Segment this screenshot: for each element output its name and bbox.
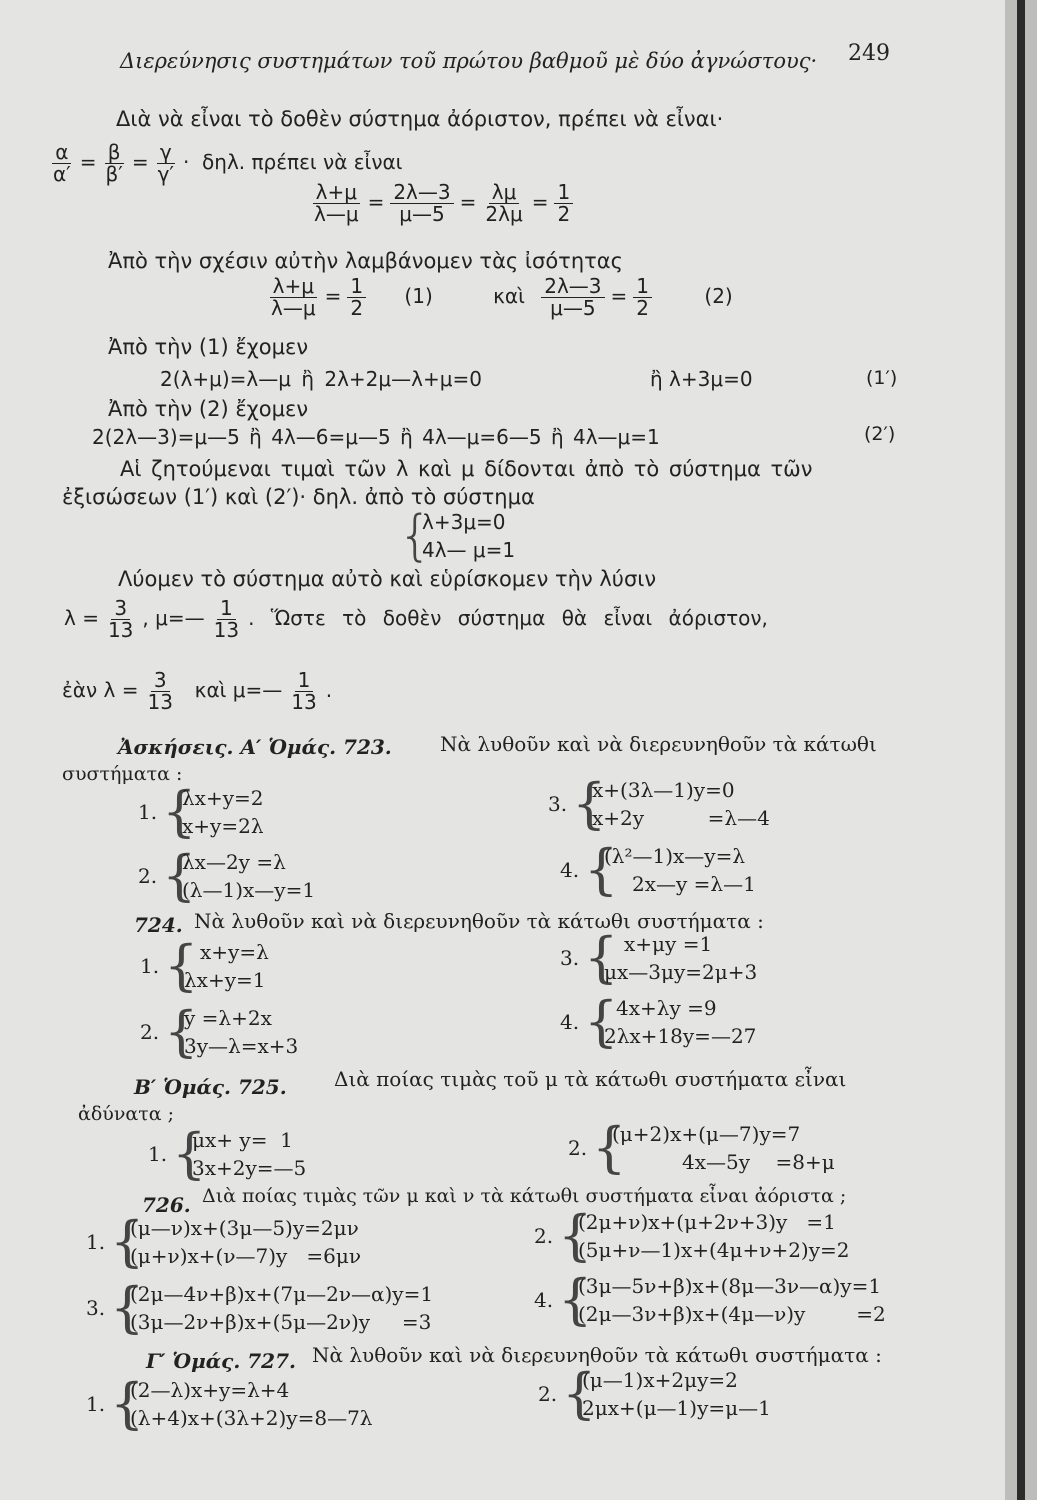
derivation-1-result: ἢ λ+3μ=0 — [650, 367, 753, 391]
exercise-725-1: 1. { μx+ y= 1 3x+2y=—5 — [148, 1122, 307, 1185]
sought-values-text: Αἱ ζητούμεναι τιμαὶ τῶν λ καὶ μ δίδονται ἀπὸ τὸ σύστημα τῶν — [120, 457, 813, 481]
label-2-prime: (2′) — [864, 423, 896, 445]
equalities-line: $\frac{\lambda+\mu}{\lambda—\mu}$ = $\frac{1}{2}$ (1) καὶ $\frac{2\lambda—3}{\mu—5}$ = $\frac{1}{2}$ (2) — [271, 274, 733, 320]
exercise-727-2: 2. { (μ—1)x+2μy=2 2μx+(μ—1)y=μ—1 — [538, 1362, 771, 1425]
exercise-727-1: 1. { (2—λ)x+y=λ+4 (λ+4)x+(3λ+2)y=8—7λ — [86, 1372, 373, 1435]
exercise-723-2: 2. { λx—2y =λ (λ—1)x—y=1 — [138, 844, 316, 907]
exercise-725-heading: Β′ Ὁμάς. 725. — [134, 1075, 287, 1099]
ratio-chain: $\frac{\lambda+\mu}{\lambda—\mu}$ = $\frac{2\lambda—3}{\mu—5}$ = $\frac{\lambda\mu}{2\lambda\mu}$ = $\frac{1}{2}$ — [305, 182, 579, 225]
exercise-724-4: 4. { 4x+λy =9 2λx+18y=—27 — [560, 990, 757, 1053]
derivation-1: 2(λ+μ)=λ—μ ἢ 2λ+2μ—λ+μ=0 — [160, 367, 482, 391]
system-row-2: 4λ— μ=1 — [422, 538, 516, 562]
exercise-726-1: 1. { (μ—ν)x+(3μ—5)y=2μν (μ+ν)x+(ν—7)y =6μν — [86, 1210, 362, 1273]
exercise-724-heading: 724. — [134, 913, 183, 937]
running-title: Διερεύνησις συστημάτων τοῦ πρώτου βαθμοῦ μὲ δύο ἀγνώστους· — [120, 49, 818, 73]
exercise-726-heading: 726. — [142, 1193, 191, 1217]
exercise-725-text-2: ἀδύνατα ; — [78, 1103, 174, 1125]
exercise-726-4: 4. { (3μ—5ν+β)x+(8μ—3ν—α)y=1 (2μ—3ν+β)x+(4μ—ν)y =2 — [534, 1268, 886, 1331]
exercise-725-text: Διὰ ποίας τιμὰς τοῦ μ τὰ κάτωθι συστήματα εἶναι — [334, 1067, 847, 1091]
derivation-2: 2(2λ—3)=μ—5 ἢ 4λ—6=μ—5 ἢ 4λ—μ=6—5 ἢ 4λ—μ=1 — [92, 425, 660, 449]
from-2-text: Ἀπὸ τὴν (2) ἔχομεν — [108, 397, 309, 421]
exercise-727-text: Νὰ λυθοῦν καὶ νὰ διερευνηθοῦν τὰ κάτωθι συστήματα : — [312, 1343, 882, 1367]
from-1-text: Ἀπὸ τὴν (1) ἔχομεν — [108, 335, 309, 359]
intro-text: Διὰ νὰ εἶναι τὸ δοθὲν σύστημα ἀόριστον, πρέπει νὰ εἶναι· — [116, 107, 724, 131]
label-1-prime: (1′) — [866, 367, 898, 389]
exercise-723-text-2: συστήματα : — [62, 763, 183, 785]
exercise-726-3: 3. { (2μ—4ν+β)x+(7μ—2ν—α)y=1 (3μ—2ν+β)x+(5μ—2ν)y =3 — [86, 1276, 434, 1339]
exercise-724-text: Νὰ λυθοῦν καὶ νὰ διερευνηθοῦν τὰ κάτωθι συστήματα : — [194, 909, 764, 933]
sought-values-text-2: ἐξισώσεων (1′) καὶ (2′)· δηλ. ἀπὸ τὸ σύστημα — [62, 485, 535, 509]
exercise-727-heading: Γ′ Ὁμάς. 727. — [146, 1349, 296, 1373]
exercise-724-1: 1. { x+y=λ λx+y=1 — [140, 934, 269, 997]
exercise-723-heading: Ἀσκήσεις. Α′ Ὁμάς. 723. — [118, 735, 392, 759]
solution-line: λ = $\frac{3}{13}$ , μ=— $\frac{1}{13}$ . Ὥστε τὸ δοθὲν σύστημα θὰ εἶναι ἀόριστον, — [64, 596, 768, 642]
page-number: 249 — [848, 41, 890, 66]
condition-line: ἐὰν λ = $\frac{3}{13}$ καὶ μ=— $\frac{1}{13}$ . — [62, 668, 333, 714]
exercise-726-text: Διὰ ποίας τιμὰς τῶν μ καὶ ν τὰ κάτωθι συστήματα εἶναι ἀόριστα ; — [202, 1185, 847, 1207]
ratio-equation: $\frac{\alpha}{\alpha'}$ = $\frac{\beta}{\beta'}$ = $\frac{\gamma}{\gamma'}$ · δηλ. πρέπει νὰ εἶναι — [53, 140, 403, 186]
exercise-723-1: 1. { λx+y=2 x+y=2λ — [138, 780, 264, 843]
page-binding-shadow — [1017, 0, 1025, 1500]
derived-system — [398, 504, 598, 568]
system-brace: { — [398, 504, 433, 567]
exercise-724-2: 2. { y =λ+2x 3y—λ=x+3 — [140, 1000, 299, 1063]
exercise-724-3: 3. { x+μy =1 μx—3μy=2μ+3 — [560, 926, 758, 989]
system-row-1: λ+3μ=0 — [422, 510, 506, 534]
solve-text: Λύομεν τὸ σύστημα αὐτὸ καὶ εὑρίσκομεν τὴν λύσιν — [118, 567, 657, 591]
exercise-723-text: Νὰ λυθοῦν καὶ νὰ διερευνηθοῦν τὰ κάτωθι — [440, 732, 877, 756]
exercise-723-4: 4. { (λ²—1)x—y=λ 2x—y =λ—1 — [560, 838, 756, 901]
exercise-726-2: 2. { (2μ+ν)x+(μ+2ν+3)y =1 (5μ+ν—1)x+(4μ+ν+2)y=2 — [534, 1204, 850, 1267]
exercise-723-3: 3. { x+(3λ—1)y=0 x+2y =λ—4 — [548, 772, 770, 835]
exercise-725-2: 2. { (μ+2)x+(μ—7)y=7 4x—5y =8+μ — [568, 1116, 835, 1179]
relation-text: Ἀπὸ τὴν σχέσιν αὐτὴν λαμβάνομεν τὰς ἰσότητας — [108, 249, 623, 273]
